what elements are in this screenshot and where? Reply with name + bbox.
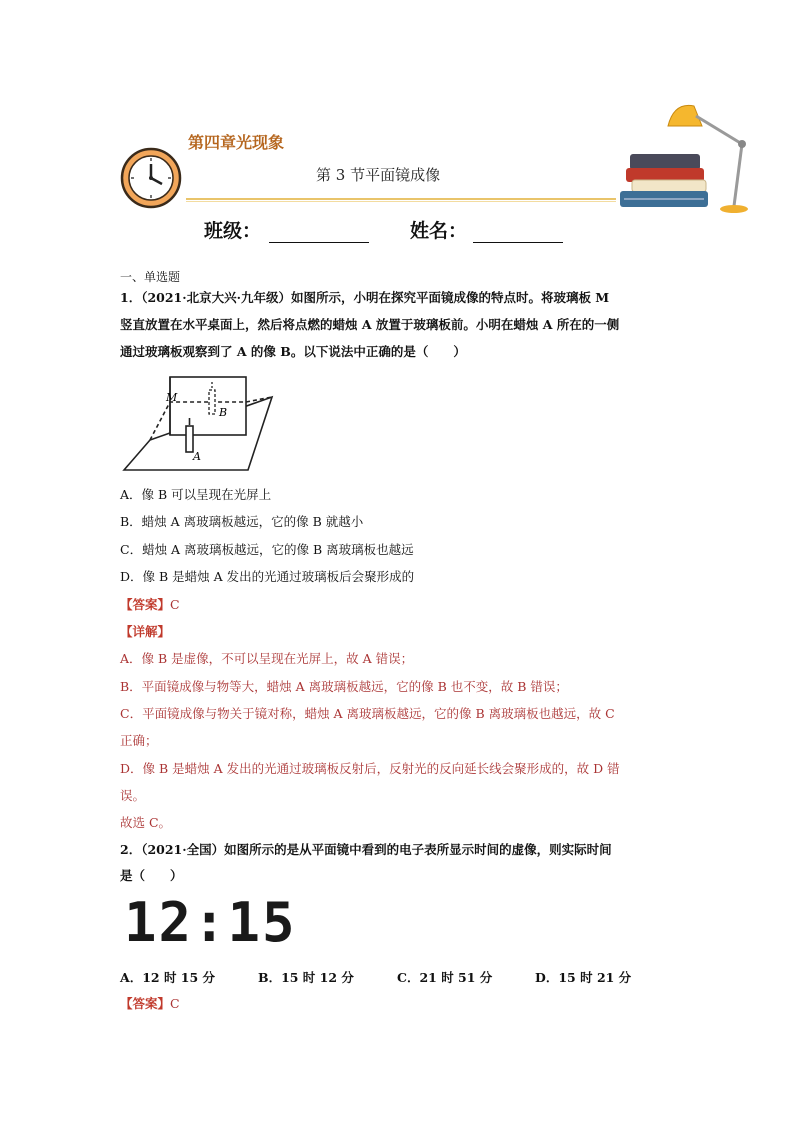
q1-detail-line: 误。 <box>120 788 146 803</box>
q1-detail-line: A．像 B 是虚像，不可以呈现在光屏上，故 A 错误； <box>120 651 414 666</box>
answer-tag: 【答案】 <box>120 996 171 1011</box>
q2-option-c[interactable]: C．21 时 51 分 <box>397 970 493 985</box>
q1-stem-line3: 通过玻璃板观察到了 A 的像 B。以下说法中正确的是（ ） <box>120 344 466 359</box>
section-title: 第 3 节平面镜成像 <box>316 166 441 184</box>
answer-tag: 【答案】 <box>120 597 171 612</box>
mirrored-clock-display: 12:15 <box>124 891 297 954</box>
q1-detail-tag: 【详解】 <box>120 624 171 639</box>
label-m: M <box>166 391 178 404</box>
q1-detail-line: 正确； <box>120 733 158 748</box>
answer-value: C <box>170 597 180 612</box>
answer-value: C <box>170 996 180 1011</box>
header-divider <box>186 198 616 200</box>
q1-detail-line: B．平面镜成像与物等大，蜡烛 A 离玻璃板越远，它的像 B 也不变，故 B 错误； <box>120 679 568 694</box>
q2-option-d[interactable]: D．15 时 21 分 <box>535 970 632 985</box>
label-a: A <box>193 450 201 463</box>
books-lamp-icon <box>612 96 758 216</box>
q1-option-a[interactable]: A．像 B 可以呈现在光屏上 <box>120 487 272 502</box>
q1-detail-line: C．平面镜成像与物关于镜对称，蜡烛 A 离玻璃板越远，它的像 B 离玻璃板也越远，故 C <box>120 706 615 721</box>
clock-icon <box>116 144 186 210</box>
q2-option-a[interactable]: A．12 时 15 分 <box>120 970 216 985</box>
q1-detail-line: 故选 C。 <box>120 815 172 830</box>
header-divider-shadow <box>186 201 616 202</box>
q2-stem-line1: 2．（2021·全国）如图所示的是从平面镜中看到的电子表所显示时间的虚像，则实际时间 <box>120 842 612 857</box>
q1-option-b[interactable]: B．蜡烛 A 离玻璃板越远，它的像 B 就越小 <box>120 514 364 529</box>
q2-option-b[interactable]: B．15 时 12 分 <box>258 970 354 985</box>
class-blank[interactable] <box>269 222 369 243</box>
class-field[interactable] <box>204 216 369 243</box>
section-heading: 一、单选题 <box>120 270 181 284</box>
name-blank[interactable] <box>473 222 563 243</box>
q1-answer <box>120 595 180 613</box>
q1-stem-line1: 1．（2021·北京大兴·九年级）如图所示，小明在探究平面镜成像的特点时。将玻璃板 M <box>120 290 610 305</box>
q1-option-c[interactable]: C．蜡烛 A 离玻璃板越远，它的像 B 离玻璃板也越远 <box>120 542 414 557</box>
q2-answer <box>120 994 180 1012</box>
chapter-title: 第四章光现象 <box>188 133 285 152</box>
class-label: 班级： <box>204 220 262 242</box>
q1-detail-line: D．像 B 是蜡烛 A 发出的光通过玻璃板反射后，反射光的反向延长线会聚形成的，故 D 错 <box>120 761 620 776</box>
label-b: B <box>219 406 228 419</box>
q1-option-d[interactable]: D．像 B 是蜡烛 A 发出的光通过玻璃板后会聚形成的 <box>120 569 415 584</box>
q2-stem-line2: 是（ ） <box>120 868 183 883</box>
name-label: 姓名： <box>410 220 468 242</box>
q1-stem-line2: 竖直放置在水平桌面上，然后将点燃的蜡烛 A 放置于玻璃板前。小明在蜡烛 A 所在的一侧 <box>120 317 620 332</box>
mirror-experiment-figure <box>122 374 274 476</box>
name-field[interactable] <box>410 216 563 243</box>
